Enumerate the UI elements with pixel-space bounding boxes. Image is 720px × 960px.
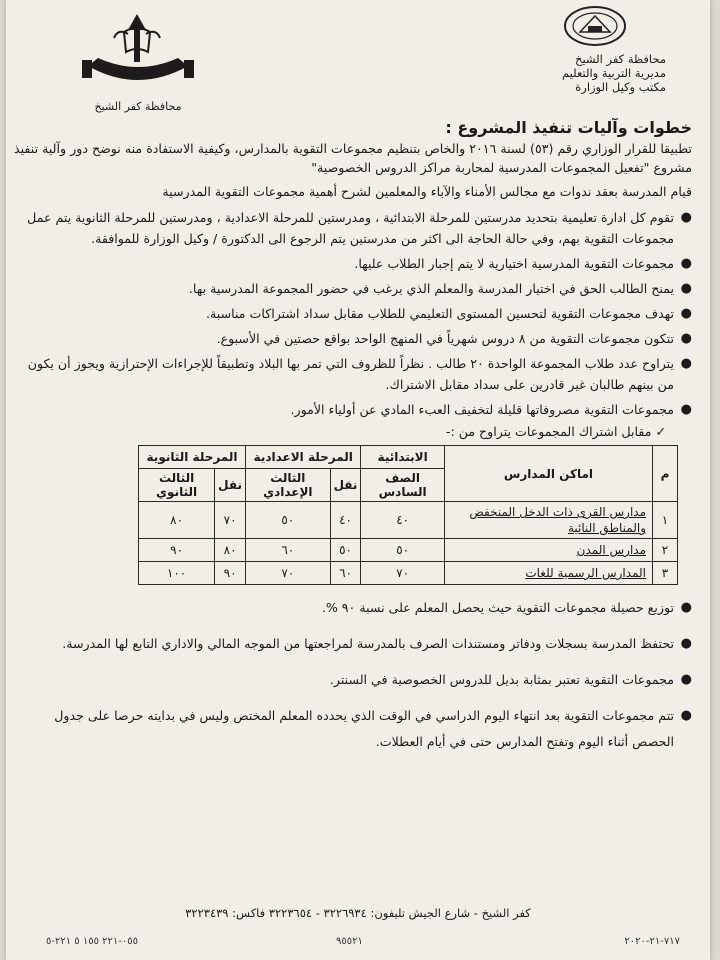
bullet-icon: ● [680,331,692,346]
header-line-2: مديرية التربية والتعليم [562,66,666,80]
header-line-1: محافظة كفر الشيخ [575,52,666,66]
table-row: ٢ مدارس المدن ٥٠ ٥٠ ٦٠ ٨٠ ٩٠ [139,539,678,562]
bullet-icon: ● [680,636,692,651]
form-code-middle: ٩٥٥٢١ [336,936,363,947]
school-type: مدارس المدن [444,539,652,562]
bullet-icon: ● [680,402,692,417]
directorate-header [510,4,680,94]
bullet-icon: ● [680,356,692,371]
document-body [6,118,706,765]
form-code-left: ٠٥٥-٢٢١ ١٥٥ ٥ ٢٢١-٥ [46,936,139,947]
fees-intro: ✓ مقابل اشتراك المجموعات يتراوح من :- [445,424,666,439]
col-sec-header: المرحلة الثانوية [139,446,246,469]
fees-table [138,445,678,585]
school-type: المدارس الرسمية للغات [444,562,652,585]
page-title: خطوات وآليات تنفيذ المشروع : [445,118,692,137]
bullet-icon: ● [680,281,692,296]
governorate-header [68,8,208,113]
checkmark-icon: ✓ [651,424,666,439]
col-prep-header: المرحلة الاعدادية [246,446,361,469]
distribution-list [6,595,696,755]
school-type: مدارس القرى ذات الدخل المنخفض والمناطق النائية [444,502,652,539]
sub-sec-transfer: نقل [215,469,246,502]
list-item: ● تتم مجموعات التقوية بعد انتهاء اليوم الدراسي في الوقت الذي يحدده المعلم المختص وليس في بدايته حرصا على جدول الحصص أثناء اليوم وتفتح المدارس حتى في أيام العطلات. [6,703,696,755]
form-code-right: ٧١٧-٢١-٢٠٢٠ [624,936,680,947]
governorate-boat-emblem-icon [78,8,198,96]
directorate-emblem-icon [560,4,630,48]
bullet-icon: ● [680,306,692,321]
footer-address: كفر الشيخ - شارع الجيش تليفون: ٣٢٢٦٩٣٤ - ٣٢٢٣٦٥٤ فاكس: ٣٢٢٣٤٣٩ [185,906,531,920]
bullet-icon: ● [680,708,692,723]
table-row: ٣ المدارس الرسمية للغات ٧٠ ٦٠ ٧٠ ٩٠ ١٠٠ [139,562,678,585]
table-row: ١ مدارس القرى ذات الدخل المنخفض والمناطق النائية ٤٠ ٤٠ ٥٠ ٧٠ ٨٠ [139,502,678,539]
sub-prep-transfer: نقل [330,469,361,502]
list-item: ● توزيع حصيلة مجموعات التقوية حيث يحصل المعلم على نسبة ٩٠ %. [6,595,696,621]
list-item: ● مجموعات التقوية تعتبر بمثابة بديل للدروس الخصوصية في السنتر. [6,667,696,693]
sub-sec-third: الثالث الثانوي [139,469,215,502]
list-item: ● يتراوح عدد طلاب المجموعة الواحدة ٢٠ طالب . نظراً للظروف التي تمر بها البلاد وتطبيقاً للإجراءات الإحترازية ويجوز أن يكون من بينهم طالبان غير قادرين على سداد مقابل الاشتراك. [6,353,696,395]
sub-primary-sixth: الصف السادس [361,469,444,502]
list-item: ● مجموعات التقوية المدرسية اختيارية لا يتم إجبار الطلاب عليها. [6,253,696,274]
intro-paragraph: تطبيقا للقرار الوزاري رقم (٥٣) لسنة ٢٠١٦ والخاص بتنظيم مجموعات التقوية بالمدارس، وكيفية الاستفادة منه نوضح دور وآلية تنفيذ مشروع "تفعيل المجموعات المدرسية لمحاربة مراكز الدروس الخصوصية" [14,141,692,175]
document-page [6,0,710,960]
bullet-icon: ● [680,210,692,225]
bullet-icon: ● [680,600,692,615]
sub-prep-third: الثالث الإعدادي [246,469,331,502]
list-item: ● مجموعات التقوية مصروفاتها قليلة لتخفيف العبء المادي عن أولياء الأمور. [6,399,696,420]
list-item: ● تتكون مجموعات التقوية من ٨ دروس شهرياً في المنهج الواحد بواقع حصتين في الأسبوع. [6,328,696,349]
col-no-header: م [653,446,678,502]
list-item: ● تقوم كل ادارة تعليمية بتحديد مدرستين للمرحلة الابتدائية ، ومدرستين للمرحلة الاعدادية ، ومدرستين للمرحلة الثانوية يتم عمل مجموعات التقوية بهم، وفي حالة الحاجة الى اكثر من مدرستين يتم الرجوع الى الدكتورة / وكيل الوزارة للموافقة. [6,207,696,249]
bullet-icon: ● [680,672,692,687]
rules-list [6,207,696,420]
col-primary-header: الابتدائية [361,446,444,469]
list-item: ● تهدف مجموعات التقوية لتحسين المستوى التعليمي للطلاب مقابل سداد اشتراكات مناسبة. [6,303,696,324]
header-line-3: مكتب وكيل الوزارة [575,80,666,94]
governorate-caption: محافظة كفر الشيخ [94,100,182,113]
col-place-header: اماكن المدارس [444,446,652,502]
table-header-row [139,446,678,469]
lead-paragraph: قيام المدرسة بعقد ندوات مع مجالس الأمناء والآباء والمعلمين لشرح أهمية مجموعات التقوية المدرسية [162,184,692,199]
bullet-icon: ● [680,256,692,271]
list-item: ● تحتفظ المدرسة بسجلات ودفاتر ومستندات الصرف بالمدرسة لمراجعتها من الموجه المالي والاداري التابع لها المدرسة. [6,631,696,657]
list-item: ● يمنح الطالب الحق في اختيار المدرسة والمعلم الذي يرغب في حضور المجموعة المدرسية بها. [6,278,696,299]
